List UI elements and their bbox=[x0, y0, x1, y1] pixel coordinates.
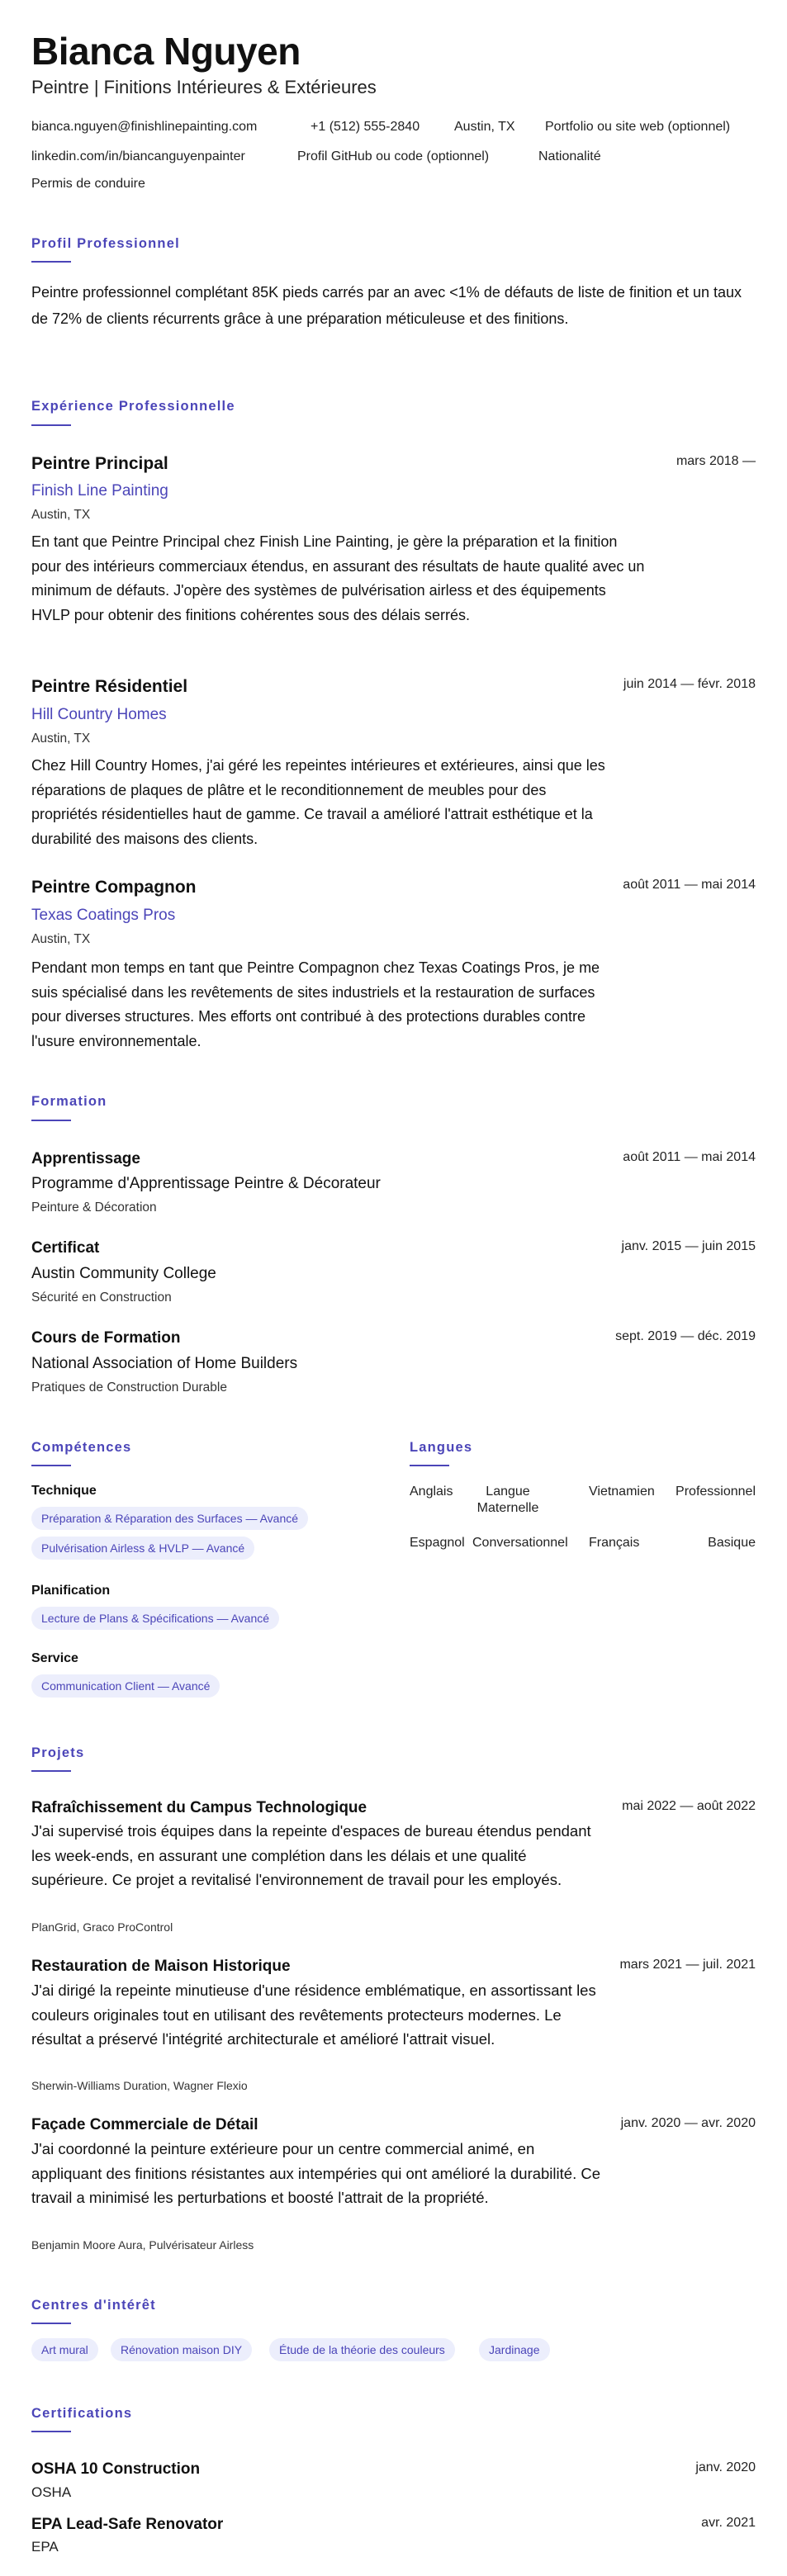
certification-issuer: OSHA bbox=[31, 2484, 72, 2500]
section-rule bbox=[31, 424, 71, 426]
interest-pill: Rénovation maison DIY bbox=[111, 2338, 252, 2361]
skill-pill: Préparation & Réparation des Surfaces — Avancé bbox=[31, 1507, 308, 1530]
job-location: Austin, TX bbox=[31, 932, 91, 946]
certification-date: janv. 2020 bbox=[695, 2460, 756, 2474]
contact-github[interactable]: Profil GitHub ou code (optionnel) bbox=[297, 149, 490, 163]
certification-title: OSHA 10 Construction bbox=[31, 2460, 201, 2478]
contact-driving-license: Permis de conduire bbox=[31, 177, 145, 191]
section-rule bbox=[31, 2323, 71, 2324]
skill-category: Planification bbox=[31, 1584, 111, 1598]
education-institution: Austin Community College bbox=[31, 1265, 216, 1282]
project-description: J'ai dirigé la repeinte minutieuse d'une résidence emblématique, en assortissant les couleurs originales tout en utilisant des revêtements protecteurs modernes. Le résultat a préservé l'intégrité architecturale et amélioré l'attrait visuel. bbox=[31, 1982, 596, 2048]
section-title-skills: Compétences bbox=[31, 1440, 132, 1455]
profile-summary: Peintre professionnel complétant 85K pieds carrés par an avec <1% de défauts de liste de finition et un taux de 72% de clients récurrents grâce à une préparation méticuleuse et des finitions. bbox=[31, 284, 742, 327]
education-field: Peinture & Décoration bbox=[31, 1200, 157, 1215]
certification-issuer: EPA bbox=[31, 2539, 59, 2555]
job-title: Peintre Compagnon bbox=[31, 878, 197, 897]
job-title: Peintre Principal bbox=[31, 454, 168, 473]
job-date: août 2011 — mai 2014 bbox=[623, 878, 756, 892]
section-title-languages: Langues bbox=[410, 1440, 473, 1455]
education-field: Sécurité en Construction bbox=[31, 1290, 172, 1305]
education-date: août 2011 — mai 2014 bbox=[623, 1150, 756, 1164]
project-tech: PlanGrid, Graco ProControl bbox=[31, 1920, 173, 1934]
section-title-education: Formation bbox=[31, 1094, 107, 1109]
skill-category: Service bbox=[31, 1651, 78, 1665]
language-level: Basique bbox=[708, 1536, 756, 1550]
skill-pill: Communication Client — Avancé bbox=[31, 1674, 220, 1698]
language-name: Français bbox=[589, 1536, 640, 1550]
project-date: mars 2021 — juil. 2021 bbox=[619, 1958, 756, 1972]
project-date: mai 2022 — août 2022 bbox=[622, 1799, 756, 1813]
job-description: Chez Hill Country Homes, j'ai géré les repeintes intérieures et extérieures, ainsi que les réparations de plaques de plâtre et le reconditionnement de meubles pour des propriétés résidentielles haut de gamme. Ce travail a amélioré l'attrait esthétique et la durabilité des maisons des clients. bbox=[31, 757, 605, 847]
job-description: En tant que Peintre Principal chez Finish Line Painting, je gère la préparation et la finition pour des intérieurs commerciaux étendus, en assurant des résultats de haute qualité avec un minimum de défauts. J'opère des systèmes de pulvérisation airless et des équipements HVLP pour obtenir des finitions cohérentes sous des délais serrés. bbox=[31, 533, 645, 623]
education-institution: Programme d'Apprentissage Peintre & Décorateur bbox=[31, 1175, 381, 1192]
job-location: Austin, TX bbox=[31, 732, 91, 746]
section-rule bbox=[31, 1770, 71, 1772]
language-name: Vietnamien bbox=[589, 1485, 655, 1499]
job-company: Texas Coatings Pros bbox=[31, 907, 176, 924]
section-rule bbox=[410, 1465, 449, 1466]
project-description: J'ai supervisé trois équipes dans la repeinte d'espaces de bureau étendus pendant les week-ends, en assurant une complétion dans les délais et une qualité supérieure. Ce projet a revitalisé l'environnement de travail pour les employés. bbox=[31, 1822, 591, 1888]
certification-title: EPA Lead-Safe Renovator bbox=[31, 2516, 224, 2533]
language-name: Anglais bbox=[410, 1485, 453, 1499]
project-title: Façade Commerciale de Détail bbox=[31, 2116, 258, 2133]
project-title: Restauration de Maison Historique bbox=[31, 1958, 291, 1975]
education-field: Pratiques de Construction Durable bbox=[31, 1380, 227, 1395]
candidate-name: Bianca Nguyen bbox=[31, 30, 301, 73]
section-title-profile: Profil Professionnel bbox=[31, 236, 180, 251]
project-date: janv. 2020 — avr. 2020 bbox=[620, 2116, 756, 2130]
section-title-experience: Expérience Professionnelle bbox=[31, 399, 235, 414]
contact-portfolio[interactable]: Portfolio ou site web (optionnel) bbox=[545, 120, 731, 134]
project-tech: Benjamin Moore Aura, Pulvérisateur Airless bbox=[31, 2238, 254, 2252]
language-level: Langue Maternelle bbox=[476, 1485, 539, 1515]
section-rule bbox=[31, 2431, 71, 2432]
job-location: Austin, TX bbox=[31, 508, 91, 522]
job-company: Finish Line Painting bbox=[31, 482, 168, 500]
section-rule bbox=[31, 1120, 71, 1121]
contact-nationality: Nationalité bbox=[538, 149, 601, 163]
section-title-certifications: Certifications bbox=[31, 2406, 133, 2421]
job-date: mars 2018 — bbox=[676, 454, 756, 468]
education-date: janv. 2015 — juin 2015 bbox=[621, 1239, 756, 1253]
candidate-headline: Peintre | Finitions Intérieures & Extérieures bbox=[31, 77, 377, 97]
education-title: Cours de Formation bbox=[31, 1329, 181, 1347]
interest-pill: Art mural bbox=[31, 2338, 98, 2361]
education-title: Apprentissage bbox=[31, 1150, 140, 1167]
job-description: Pendant mon temps en tant que Peintre Compagnon chez Texas Coatings Pros, je me suis spécialisé dans les revêtements de sites industriels et la restauration de surfaces pour diverses structures. Mes efforts ont contribué à des protections durables contre l'usure environnementale. bbox=[31, 959, 600, 1049]
education-title: Certificat bbox=[31, 1239, 100, 1257]
contact-email[interactable]: bianca.nguyen@finishlinepainting.com bbox=[31, 120, 258, 134]
contact-phone[interactable]: +1 (512) 555-2840 bbox=[311, 120, 420, 134]
section-title-interests: Centres d'intérêt bbox=[31, 2298, 156, 2313]
interest-pill: Jardinage bbox=[479, 2338, 550, 2361]
language-name: Espagnol bbox=[410, 1536, 465, 1550]
interest-pill: Étude de la théorie des couleurs bbox=[269, 2338, 455, 2361]
job-company: Hill Country Homes bbox=[31, 706, 167, 723]
contact-linkedin[interactable]: linkedin.com/in/biancanguyenpainter bbox=[31, 149, 245, 163]
contact-location: Austin, TX bbox=[454, 120, 515, 134]
job-title: Peintre Résidentiel bbox=[31, 677, 188, 696]
project-title: Rafraîchissement du Campus Technologique bbox=[31, 1799, 367, 1816]
section-rule bbox=[31, 1465, 71, 1466]
certification-date: avr. 2021 bbox=[701, 2516, 756, 2530]
section-rule bbox=[31, 261, 71, 263]
education-institution: National Association of Home Builders bbox=[31, 1355, 298, 1372]
language-level: Professionnel bbox=[676, 1485, 756, 1499]
education-date: sept. 2019 — déc. 2019 bbox=[615, 1329, 756, 1343]
language-level: Conversationnel bbox=[472, 1536, 568, 1550]
project-tech: Sherwin-Williams Duration, Wagner Flexio bbox=[31, 2079, 248, 2092]
project-description: J'ai coordonné la peinture extérieure pour un centre commercial animé, en appliquant des finitions résistantes aux intempéries qui ont amélioré la durabilité. Ce travail a minimisé les perturbations et boosté l'attrait de la propriété. bbox=[31, 2140, 600, 2206]
skill-pill: Lecture de Plans & Spécifications — Avancé bbox=[31, 1607, 279, 1630]
section-title-projects: Projets bbox=[31, 1745, 85, 1760]
skill-category: Technique bbox=[31, 1484, 97, 1498]
job-date: juin 2014 — févr. 2018 bbox=[623, 677, 756, 691]
skill-pill: Pulvérisation Airless & HVLP — Avancé bbox=[31, 1537, 254, 1560]
